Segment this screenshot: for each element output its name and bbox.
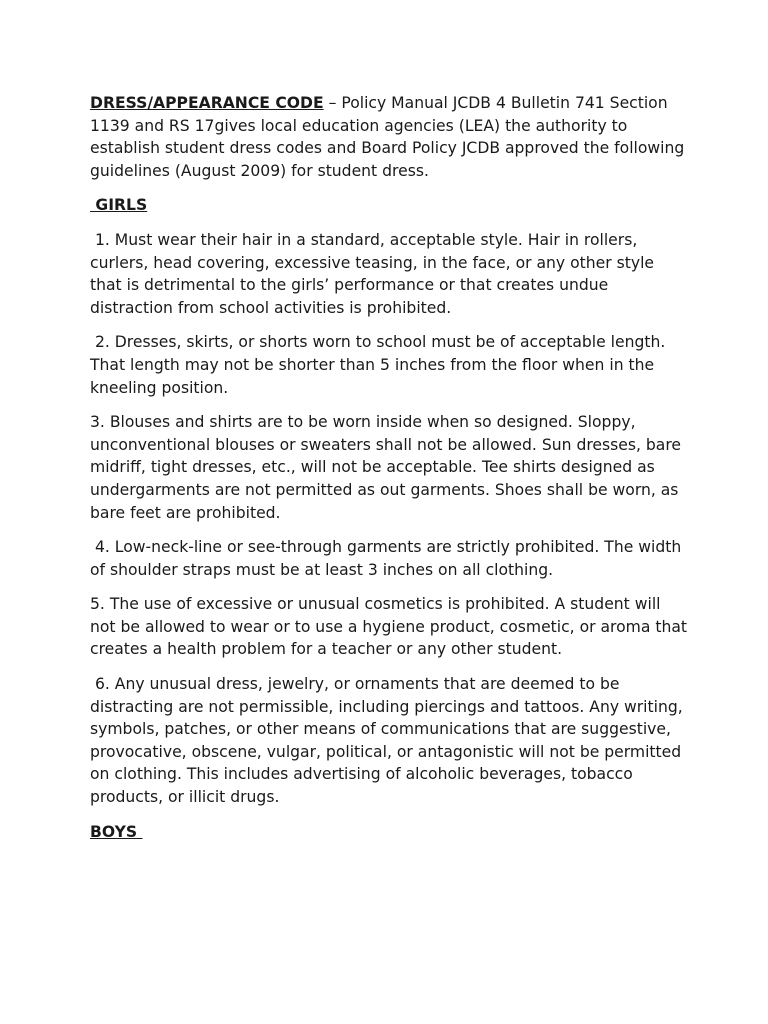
girls-rule-3: 3. Blouses and shirts are to be worn inside when so designed. Sloppy, unconventional blouses or sweaters shall not be allowed. Sun dresses, bare midriff, tight dresses, etc., will not be acceptable. Tee shirts designed as undergarments are not permitted as out garments. Shoes shall be worn, as bare feet are prohibited. [90,413,686,522]
document-page [90,92,693,855]
document-title: DRESS/APPEARANCE CODE [90,94,324,112]
girls-rule-5: 5. The use of excessive or unusual cosmetics is prohibited. A student will not be allowed to wear or to use a hygiene product, cosmetic, or aroma that creates a health problem for a teacher or any other student. [90,595,693,659]
girls-rule-6: 6. Any unusual dress, jewelry, or ornaments that are deemed to be distracting are not permissible, including piercings and tattoos. Any writing, symbols, patches, or other means of communications that are suggestive, provocative, obscene, vulgar, political, or antagonistic will not be permitted on clothing. This includes advertising of alcoholic beverages, tobacco products, or illicit drugs. [90,675,688,807]
boys-heading: BOYS [90,822,143,841]
intro-paragraph [90,92,690,182]
intro-text: – Policy Manual JCDB 4 Bulletin 741 Section 1139 and RS 17gives local education agencies (LEA) the authority to establish student dress codes and Board Policy JCDB approved the following guidelines (August 2009) for student dress. [90,94,685,180]
girls-rule-1: 1. Must wear their hair in a standard, acceptable style. Hair in rollers, curlers, head covering, excessive teasing, in the face, or any other style that is detrimental to the girls’ performance or that creates undue distraction from school activities is prohibited. [90,230,659,317]
girls-heading: GIRLS [90,196,148,215]
girls-rule-4: 4. Low-neck-line or see-through garments are strictly prohibited. The width of shoulder straps must be at least 3 inches on all clothing. [90,538,687,579]
girls-rule-2: 2. Dresses, skirts, or shorts worn to school must be of acceptable length. That length may not be shorter than 5 inches from the floor when in the kneeling position. [90,333,671,397]
